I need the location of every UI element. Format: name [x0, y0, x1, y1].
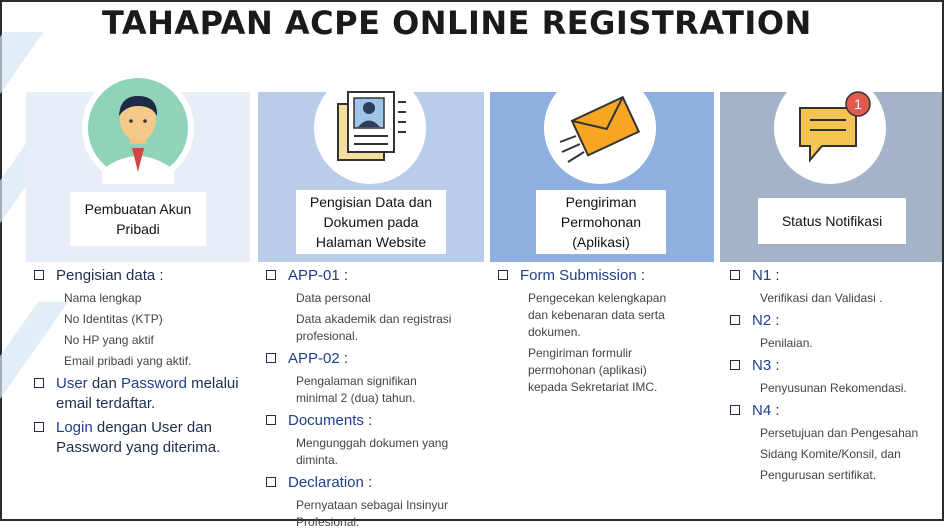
step-label-1: [70, 192, 206, 246]
step-band-4: [720, 92, 942, 262]
heading-term: Form Submission: [520, 267, 637, 284]
checkbox-bullet-icon: [730, 405, 740, 415]
paragraph-continuation: Password yang diterima.: [56, 439, 221, 456]
checkbox-bullet-icon: [34, 270, 44, 280]
bullet-heading: [266, 411, 486, 431]
heading-term: N1: [752, 267, 772, 284]
list-item: Pernyataan sebagai Insinyur: [296, 498, 449, 512]
heading-text: Pengisian data :: [56, 267, 164, 284]
heading-term: Documents: [288, 412, 364, 429]
colon: :: [636, 267, 646, 284]
colon: :: [771, 402, 780, 419]
list-item: kepada Sekretariat IMC.: [528, 380, 658, 394]
list-item: dokumen.: [528, 325, 581, 339]
list-item: diminta.: [296, 453, 339, 467]
step-label-line: Dokumen pada: [323, 214, 419, 230]
notification-badge-count: 1: [854, 96, 862, 112]
colon: :: [771, 312, 780, 329]
bullet-heading: [266, 473, 486, 493]
heading-term: N3: [752, 357, 772, 374]
checkbox-bullet-icon: [730, 270, 740, 280]
bullet-heading: [34, 374, 254, 394]
colon: :: [339, 267, 349, 284]
list-item: Verifikasi dan Validasi .: [760, 291, 883, 305]
step-label-line: Pengiriman: [565, 194, 637, 210]
login-term: Login: [56, 419, 93, 436]
colon: :: [771, 267, 780, 284]
bullet-heading: [730, 311, 940, 331]
chat-notification-icon: [774, 72, 886, 184]
list-item: Pengurusan sertifikat.: [760, 468, 877, 482]
list-item: profesional.: [296, 329, 359, 343]
heading-term: Declaration: [288, 474, 364, 491]
colon: :: [363, 412, 373, 429]
step-icon-circle: [314, 72, 426, 184]
step-label-4: [758, 198, 906, 244]
text: dan: [91, 375, 117, 392]
step-band-1: [26, 92, 250, 262]
list-item: No HP yang aktif: [64, 333, 154, 347]
heading-term: N2: [752, 312, 772, 329]
colon: :: [363, 474, 373, 491]
list-item: Penilaian.: [760, 336, 813, 350]
step-label-2: [296, 190, 446, 254]
checkbox-bullet-icon: [730, 315, 740, 325]
step-icon-circle: [774, 72, 886, 184]
checkbox-bullet-icon: [730, 360, 740, 370]
heading-term: APP-02: [288, 350, 340, 367]
checkbox-bullet-icon: [266, 353, 276, 363]
envelope-icon: [544, 72, 656, 184]
step-label-line: (Aplikasi): [572, 234, 630, 250]
list-item: Nama lengkap: [64, 291, 142, 305]
list-item: Pengecekan kelengkapan: [528, 291, 667, 305]
list-item: Sidang Komite/Konsil, dan: [760, 447, 901, 461]
bullet-heading: [34, 418, 254, 438]
step-icon-circle: [82, 72, 194, 184]
step-label-line: Status Notifikasi: [781, 213, 883, 229]
bullet-heading: [730, 356, 940, 376]
list-item: Pengalaman signifikan: [296, 374, 417, 388]
page-title: TAHAPAN ACPE ONLINE REGISTRATION: [102, 4, 812, 42]
step-icon-circle: [544, 72, 656, 184]
list-item: Email pribadi yang aktif.: [64, 354, 192, 368]
paragraph-continuation: email terdaftar.: [56, 395, 156, 412]
list-item: Penyusunan Rekomendasi.: [760, 381, 907, 395]
bullet-heading: [34, 266, 254, 286]
bullet-heading: [730, 401, 940, 421]
step-band-3: [490, 92, 714, 262]
password-term: Password: [121, 375, 187, 392]
checkbox-bullet-icon: [266, 270, 276, 280]
list-item: Data personal: [296, 291, 371, 305]
colon: :: [339, 350, 349, 367]
column-1: [34, 266, 254, 458]
step-label-line: Pengisian Data dan: [309, 194, 433, 210]
list-item: Mengunggah dokumen yang: [296, 436, 449, 450]
heading-term: N4: [752, 402, 772, 419]
step-label-3: [536, 190, 666, 254]
list-item: minimal 2 (dua) tahun.: [296, 391, 416, 405]
user-term: User: [56, 375, 88, 392]
list-item: Persetujuan dan Pengesahan: [760, 426, 919, 440]
text: dengan User dan: [96, 419, 212, 436]
bullet-heading: [498, 266, 718, 286]
heading-term: APP-01: [288, 267, 340, 284]
step-label-line: Pembuatan Akun: [84, 201, 192, 217]
column-2: [266, 266, 486, 531]
checkbox-bullet-icon: [266, 415, 276, 425]
checkbox-bullet-icon: [34, 422, 44, 432]
list-item: Pengiriman formulir: [528, 346, 633, 360]
documents-icon: [314, 72, 426, 184]
list-item: No Identitas (KTP): [64, 312, 163, 326]
checkbox-bullet-icon: [498, 270, 508, 280]
step-band-2: [258, 92, 484, 262]
bullet-heading: [730, 266, 940, 286]
list-item: Profesional.: [296, 515, 360, 529]
step-label-line: Permohonan: [560, 214, 642, 230]
checkbox-bullet-icon: [266, 477, 276, 487]
bullet-heading: [266, 349, 486, 369]
checkbox-bullet-icon: [34, 378, 44, 388]
list-item: dan kebenaran data serta: [528, 308, 665, 322]
colon: :: [771, 357, 780, 374]
text: melalui: [191, 375, 239, 392]
step-label-line: Pribadi: [116, 221, 160, 237]
column-4: [730, 266, 940, 484]
step-label-line: Halaman Website: [315, 234, 427, 250]
person-avatar-icon: [82, 72, 194, 184]
column-3: [498, 266, 718, 396]
bullet-heading: [266, 266, 486, 286]
list-item: permohonan (aplikasi): [528, 363, 647, 377]
list-item: Data akademik dan registrasi: [296, 312, 452, 326]
